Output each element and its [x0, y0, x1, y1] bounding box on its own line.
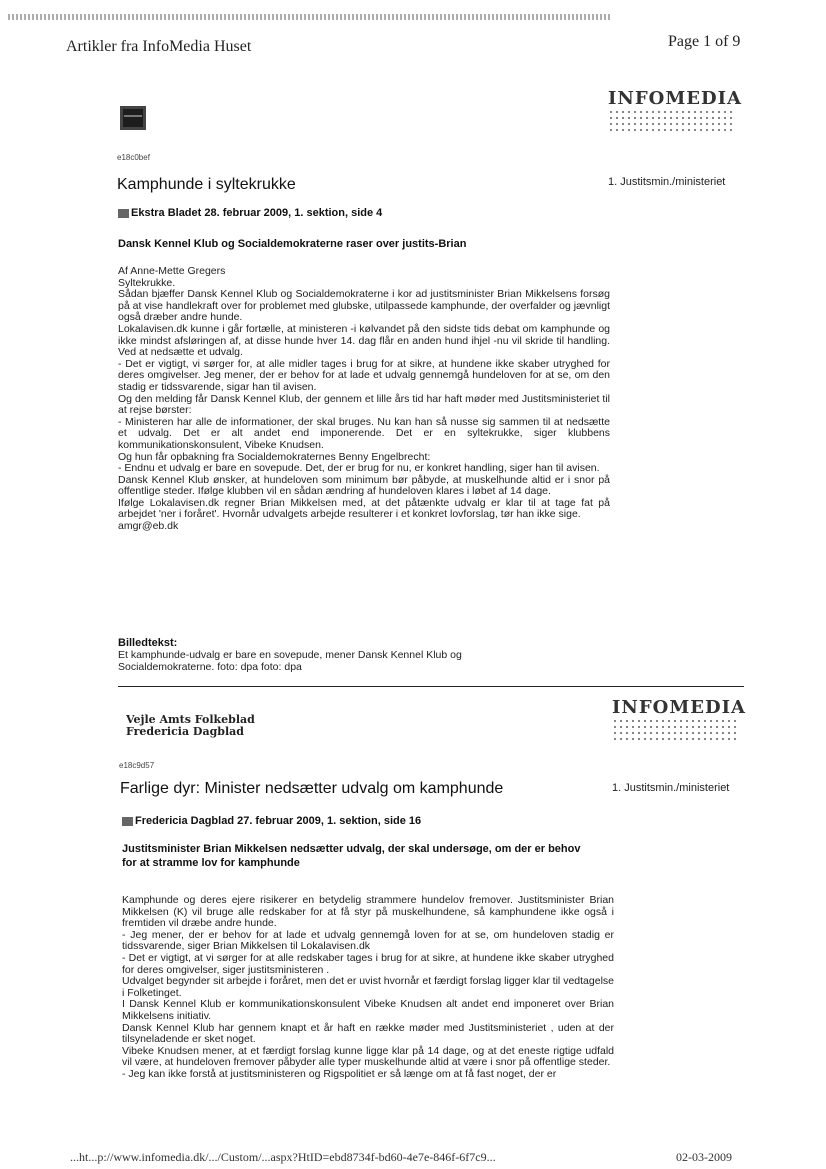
article-separator	[118, 686, 744, 687]
body-paragraph: Ifølge Lokalavisen.dk regner Brian Mikkelsen med, at det påtænkte udvalg er klar til at tage fat på arbejdet 'ner i foråret'. Hvornår udvalgets arbejde resulterer i et konkret lovforslag, tør han ikke sige.	[118, 496, 610, 521]
body-paragraph: - Jeg mener, der er behov for at lade et udvalg gennemgå loven for at se, om hundeloven stadig er tidssvarende, siger Brian Mikkelsen til Lokalavisen.dk	[122, 928, 614, 953]
body-paragraph: - Jeg kan ikke forstå at justitsministeren og Rigspolitiet er så længe om at få fast noget, der er	[122, 1067, 557, 1080]
byline: Af Anne-Mette Gregers	[118, 265, 226, 277]
body-paragraph: Lokalavisen.dk kunne i går fortælle, at ministeren -i kølvandet på den sidste tids debat om kamphunde og ikke mindst afsløringen af, at disse hunde hver 14. dag flår en anden hund ihjel -nu vil skride til handling. Ved at nedsætte et udvalg.	[118, 322, 610, 359]
infomedia-logo-dots-icon	[612, 718, 740, 744]
article-title: Farlige dyr: Minister nedsætter udvalg om kamphunde	[120, 780, 504, 797]
body-paragraph: Syltekrukke.	[118, 276, 176, 289]
caption-heading: Billedtekst:	[118, 637, 178, 649]
print-header-title: Artikler fra InfoMedia Huset	[66, 38, 252, 55]
body-paragraph: Dansk Kennel Klub ønsker, at hundeloven som minimum bør påbyde, at muskelhunde altid er i snor på offentlige steder. Ifølge klubben vil en sådan ændring af hundeloven klares i løbet af 14 dage.	[118, 473, 610, 498]
article-lead: Justitsminister Brian Mikkelsen nedsætter udvalg, der skal undersøge, om der er behov for at stramme lov for kamphunde	[122, 843, 581, 869]
article-id: e18c9d57	[119, 761, 155, 770]
body-paragraph: Og den melding får Dansk Kennel Klub, der gennem et lille års tid har haft møder med Justitsministeriet til at rejse børster:	[118, 392, 610, 417]
body-paragraph: - Endnu et udvalg er bare en sovepude. Det, der er brug for nu, er konkret handling, siger han til avisen.	[118, 462, 600, 475]
body-paragraph: Og hun får opbakning fra Socialdemokraternes Benny Engelbrecht:	[118, 450, 431, 463]
page-number: Page 1 of 9	[668, 33, 741, 50]
article-section: 1. Justitsmin./ministeriet	[608, 176, 726, 188]
body-paragraph: Udvalget begynder sit arbejde i foråret, men det er uvist hvornår et færdigt forslag ligger klar til vedtagelse i Folketinget.	[122, 975, 614, 999]
source-icon	[122, 817, 133, 826]
print-footer-date: 02-03-2009	[676, 1150, 732, 1164]
article-section: 1. Justitsmin./ministeriet	[612, 782, 730, 794]
body-paragraph: Vibeke Knudsen mener, at et færdigt forslag kunne ligge klar på 14 dage, og at det eneste rigtige udfald vil være, at hundeloven fremover påbyder alle typer muskelhunde altid at være i snor på offentlige steder.	[122, 1044, 614, 1069]
print-footer-url: ...ht...p://www.infomedia.dk/.../Custom/...aspx?HtID=ebd8734f-bd60-4e7e-846f-6f7c9...	[70, 1150, 496, 1164]
infomedia-logo-text: INFOMEDIA	[608, 88, 742, 109]
body-paragraph: - Det er vigtigt, at vi sørger for at alle redskaber tages i brug for at sikre, at hundene ikke skaber utryghed for deres omgivelser, siger justitsministeren .	[122, 951, 614, 976]
body-paragraph: Kamphunde og deres ejere risikerer en betydelig strammere hundelov fremover. Justitsminister Brian Mikkelsen (K) vil bruge alle redskaber for at få styr på muskelhundene, så kamphundene ikke også i fremtiden vil dræbe andre hunde.	[122, 894, 614, 930]
article-lead: Dansk Kennel Klub og Socialdemokraterne raser over justits-Brian	[118, 238, 467, 250]
article-source: Ekstra Bladet 28. februar 2009, 1. sektion, side 4	[118, 207, 382, 219]
infomedia-logo-text: INFOMEDIA	[612, 697, 746, 718]
body-paragraph: I Dansk Kennel Klub er kommunikationskonsulent Vibeke Knudsen alt andet end imponeret over Brian Mikkelsens initiativ.	[122, 998, 614, 1022]
source-icon	[118, 209, 129, 218]
body-paragraph: Dansk Kennel Klub har gennem knapt et år haft en række møder med Justitsministeriet , uden at der tilsyneladende er sket noget.	[122, 1021, 614, 1046]
body-paragraph: - Det er vigtigt, vi sørger for, at alle midler tages i brug for at sikre, at hundene ikke skaber utryghed for deres omgivelser. Jeg mener, der er behov for at lade et udvalg gennemgå hundeloven for at se, om den stadig er tidssvarende, sigar han til avisen.	[118, 357, 610, 393]
article-thumbnail-image	[120, 106, 146, 130]
article-title: Kamphunde i syltekrukke	[117, 176, 296, 193]
infomedia-logo-2	[612, 697, 746, 744]
scan-dotted-top-line	[8, 14, 612, 20]
article-body	[122, 895, 614, 1081]
infomedia-logo	[608, 88, 742, 135]
image-caption: Et kamphunde-udvalg er bare en sovepude, mener Dansk Kennel Klub og Socialdemokraterne. foto: dpa foto: dpa	[118, 649, 462, 673]
infomedia-logo-dots-icon	[608, 109, 736, 135]
newspaper-logo: Vejle Amts Folkeblad Fredericia Dagblad	[126, 713, 255, 738]
body-paragraph: - Ministeren har alle de informationer, der skal bruges. Nu kan han så nusse sig sammen til at nedsætte et udvalg. Det er alt andet end imponerende. Det er en syltekrukke, siger klubbens kommunikationskonsulent, Vibeke Knudsen.	[118, 415, 610, 451]
article-body	[118, 266, 610, 533]
article-source: Fredericia Dagblad 27. februar 2009, 1. sektion, side 16	[122, 815, 421, 827]
author-email: amgr@eb.dk	[118, 520, 179, 533]
article-id: e18c0bef	[117, 153, 150, 162]
body-paragraph: Sådan bjæffer Dansk Kennel Klub og Socialdemokraterne i kor ad justitsminister Brian Mikkelsens forsøg på at vise handlekraft over for problemet med glubske, utilpassede kamphunde, der overfalder og jævnligt også dræber andre hunde.	[118, 288, 610, 324]
